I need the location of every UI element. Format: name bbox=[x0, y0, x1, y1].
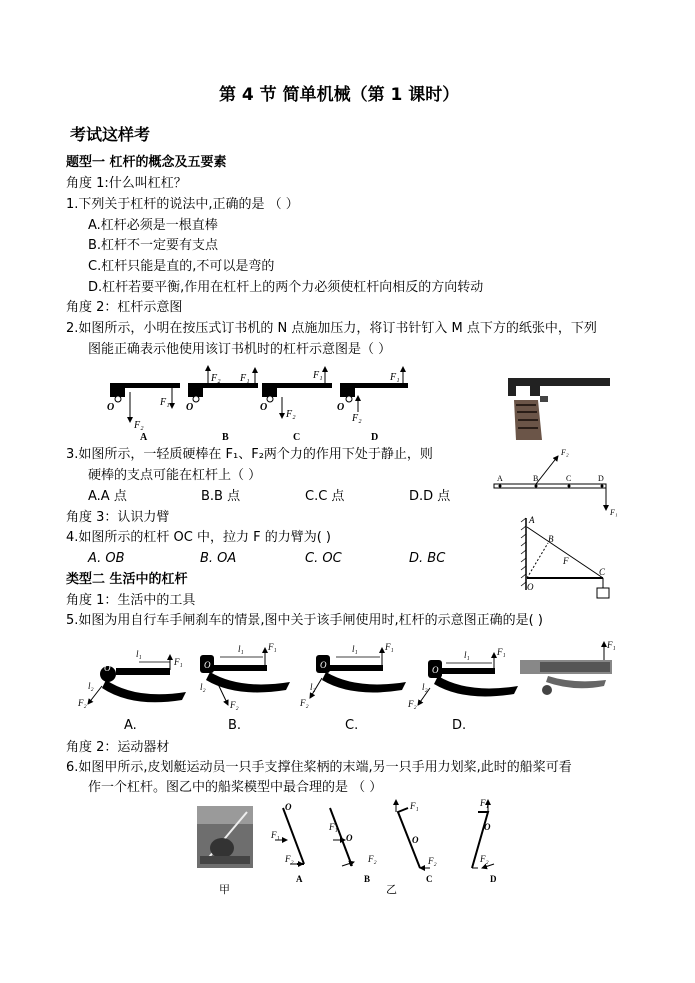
q3-point-b: B bbox=[533, 474, 539, 483]
q4-point-b: B bbox=[548, 534, 554, 544]
q5-d-f2-label: F₂ bbox=[408, 699, 417, 709]
q4-option-d: D. BC bbox=[409, 551, 446, 566]
q6-a-f2-label: F₂ bbox=[285, 854, 294, 864]
q3-f1-label: F₁ bbox=[610, 508, 618, 517]
q6-a-f1-label: F₁ bbox=[271, 830, 280, 840]
q2-a-o-label: O bbox=[107, 402, 115, 413]
q6-b-option-label: B bbox=[364, 874, 371, 884]
q1-option-b: B.杠杆不一定要有支点 bbox=[88, 238, 219, 253]
q5-stem: 5.如图为用自行车手闸刹车的情景,图中关于该手闸使用时,杠杆的示意图正确的是( ) bbox=[66, 613, 543, 628]
q2-b-f1-label: F₁ bbox=[240, 373, 250, 384]
q2-b-f2-label: F₂ bbox=[211, 373, 221, 384]
q4-force-label: F bbox=[563, 556, 569, 566]
q2-a-f1-label: F₁ bbox=[160, 397, 170, 408]
q5-b-f2-label: F₂ bbox=[230, 700, 239, 710]
q2-b-option-label: B bbox=[222, 432, 229, 443]
q6-model-c bbox=[396, 800, 437, 884]
q6-d-option-label: D bbox=[490, 874, 497, 884]
q2-d-f2-label: F₂ bbox=[352, 413, 362, 424]
q3-point-a: A bbox=[497, 474, 503, 483]
q1-option-a: A.杠杆必须是一根直棒 bbox=[88, 218, 218, 233]
q5-d-o-label: O bbox=[432, 665, 439, 675]
q1-stem: 1.下列关于杠杆的说法中,正确的是 （ ） bbox=[66, 197, 299, 212]
q4-point-a: A bbox=[529, 515, 535, 525]
q4-point-c: C bbox=[599, 567, 606, 577]
q1-option-c: C.杠杆只能是直的,不可以是弯的 bbox=[88, 259, 275, 274]
q6-model-a bbox=[270, 802, 304, 884]
section-heading: 考试这样考 bbox=[70, 125, 151, 144]
q5-c-f2-label: F₂ bbox=[300, 698, 309, 708]
q5-d-f1-label: F₁ bbox=[497, 647, 506, 657]
q5-a-l2-label: l₂ bbox=[88, 681, 94, 691]
q5-option-a: A. bbox=[124, 718, 137, 733]
q2-b-o-label: O bbox=[186, 402, 194, 413]
q2-d-option-label: D bbox=[371, 432, 379, 443]
angle1-label: 角度 1:什么叫杠杠？ bbox=[66, 176, 187, 191]
q6-d-o-label: O bbox=[484, 822, 491, 832]
q2-d-f1-label: F₁ bbox=[390, 372, 400, 383]
q5-option-b: B. bbox=[228, 718, 242, 733]
q5-photo-f1-label: F₁ bbox=[607, 640, 616, 650]
q6-c-f1-label: F₁ bbox=[410, 801, 419, 811]
type1-heading: 题型一 杠杆的概念及五要素 bbox=[66, 155, 227, 170]
q4-option-c: C. OC bbox=[305, 551, 342, 566]
q4-option-b: B. OA bbox=[200, 551, 237, 566]
q3-point-d: D bbox=[598, 474, 604, 483]
type2-heading: 类型二 生活中的杠杆 bbox=[66, 572, 188, 587]
q5-c-f1-label: F₁ bbox=[385, 642, 394, 652]
q4-option-a: A. OB bbox=[88, 551, 125, 566]
q6-c-f2-label: F₂ bbox=[428, 856, 437, 866]
q6-fig-yi: 乙 bbox=[386, 883, 397, 896]
q3-f2-label: F₂ bbox=[561, 448, 569, 457]
q3-line1: 3.如图所示，一轻质硬棒在 F₁、F₂两个力的作用下处于静止，则 bbox=[66, 447, 433, 462]
q6-c-option-label: C bbox=[426, 874, 433, 884]
q5-b-o-label: O bbox=[204, 660, 211, 670]
kayak-photo bbox=[197, 806, 253, 868]
angle2-label: 角度 2：杠杆示意图 bbox=[66, 300, 183, 315]
q6-b-f1-label: F₁ bbox=[329, 822, 338, 832]
q6-model-b bbox=[328, 808, 377, 884]
q5-d-l2-label: l₂ bbox=[422, 682, 428, 692]
q5-c-l2-label: l₂ bbox=[310, 682, 316, 692]
type2-angle1-label: 角度 1：生活中的工具 bbox=[66, 593, 196, 608]
q5-option-d: D. bbox=[452, 718, 467, 733]
q5-b-l1-label: l₁ bbox=[238, 644, 244, 654]
q5-c-l1-label: l₁ bbox=[352, 644, 358, 654]
q5-a-f2-label: F₂ bbox=[78, 698, 87, 708]
q4-stem: 4.如图所示的杠杆 OC 中，拉力 F 的力臂为( ) bbox=[66, 530, 331, 545]
q6-line1: 6.如图甲所示,皮划艇运动员一只手支撑住桨柄的末端,另一只手用力划桨,此时的船桨可看 bbox=[66, 760, 572, 775]
q6-model-d bbox=[472, 798, 497, 884]
q2-a-option-label: A bbox=[140, 432, 148, 443]
q5-d-l1-label: l₁ bbox=[464, 650, 470, 660]
q2-c-o-label: O bbox=[260, 402, 268, 413]
q3-option-b: B.B 点 bbox=[201, 489, 241, 504]
page-title: 第 4 节 简单机械（第 1 课时） bbox=[219, 85, 460, 105]
q2-d-o-label: O bbox=[337, 402, 345, 413]
q5-a-l1-label: l₁ bbox=[136, 649, 142, 659]
q4-point-o: O bbox=[527, 582, 534, 592]
q5-b-f1-label: F₁ bbox=[268, 642, 277, 652]
q6-b-o-label: O bbox=[346, 833, 353, 843]
q2-line1: 2.如图所示，小明在按压式订书机的 N 点施加压力，将订书针钉入 M 点下方的纸张中，下列 bbox=[66, 321, 597, 336]
q6-a-o-label: O bbox=[285, 802, 292, 812]
q5-c-o-label: O bbox=[320, 660, 327, 670]
q2-line2: 图能正确表示他使用该订书机时的杠杆示意图是（ ） bbox=[88, 342, 392, 357]
q3-option-a: A.A 点 bbox=[88, 489, 127, 504]
q3-line2: 硬棒的支点可能在杠杆上（ ） bbox=[88, 468, 262, 483]
q5-b-l2-label: l₂ bbox=[200, 682, 206, 692]
q6-b-f2-label: F₂ bbox=[368, 854, 377, 864]
q6-d-f2-label: F₂ bbox=[480, 854, 489, 864]
q6-d-f1-label: F₁ bbox=[480, 798, 489, 808]
q2-c-f1-label: F₁ bbox=[313, 370, 323, 381]
q2-a-f2-label: F₂ bbox=[134, 420, 144, 431]
q1-option-d: D.杠杆若要平衡,作用在杠杆上的两个力必须使杠杆向相反的方向转动 bbox=[88, 280, 484, 295]
q6-fig-jia: 甲 bbox=[219, 883, 230, 896]
q3-point-c: C bbox=[566, 474, 572, 483]
q3-option-d: D.D 点 bbox=[409, 489, 451, 504]
q6-line2: 作一个杠杆。图乙中的船桨模型中最合理的是 （ ） bbox=[88, 780, 383, 795]
q5-option-c: C. bbox=[345, 718, 359, 733]
q6-c-o-label: O bbox=[412, 835, 419, 845]
type2-angle2-label: 角度 2：运动器材 bbox=[66, 740, 170, 755]
q2-c-f2-label: F₂ bbox=[286, 409, 296, 420]
q2-c-option-label: C bbox=[293, 432, 301, 443]
q5-a-f1-label: F₁ bbox=[174, 657, 183, 667]
q6-a-option-label: A bbox=[296, 874, 303, 884]
q3-option-c: C.C 点 bbox=[305, 489, 345, 504]
angle3-label: 角度 3：认识力臂 bbox=[66, 510, 170, 525]
q5-a-o-label: O bbox=[104, 663, 111, 673]
